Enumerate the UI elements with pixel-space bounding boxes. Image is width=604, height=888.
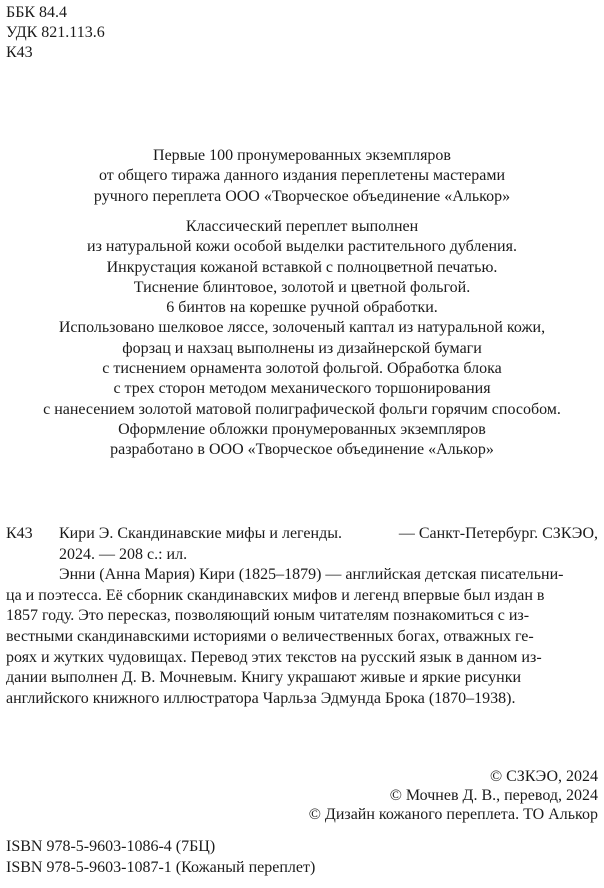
binding-line: Классический переплет выполнен [185, 218, 419, 235]
biblio-code: К43 [6, 525, 33, 542]
annotation-line: Энни (Анна Мария) Кири (1825–1879) — английская детская писательни- [59, 566, 564, 584]
annotation-line: роях и жутких чудовищах. Перевод этих текстов на русский язык в данном из- [6, 648, 542, 666]
binding-line: Использовано шелковое ляссе, золоченый каптал из натуральной кожи, [58, 319, 546, 337]
numbered-edition-line: от общего тиража данного издания переплетены мастерами [98, 167, 506, 185]
binding-line: Тиснение блинтовое, золотой и цветной фольгой. [133, 278, 471, 296]
isbn-line: ISBN 978-5-9603-1086-4 (7БЦ) [6, 838, 216, 855]
binding-line: разработано в ООО «Творческое объединение «Алькор» [110, 441, 494, 459]
binding-line: Оформление обложки пронумерованных экземпляров [118, 420, 486, 438]
annotation-line: английского книжного иллюстратора Чарльза Эдмунда Брока (1870–1938). [6, 689, 516, 707]
copyright-block [309, 767, 598, 824]
binding-line: 6 бинтов на корешке ручной обработки. [166, 299, 438, 317]
numbered-edition-line: ручного переплета ООО «Творческое объединение «Алькор» [93, 187, 511, 205]
annotation-line: дании выполнен Д. В. Мочневым. Книгу украшают живые и яркие рисунки [6, 669, 522, 687]
copyright-line: © СЗКЭО, 2024 [489, 768, 598, 785]
classification-codes [6, 3, 105, 63]
annotation-line: 1857 году. Это пересказ, позволяющий юным читателям познакомиться с из- [6, 607, 530, 625]
biblio-author-title: Кири Э. Скандинавские мифы и легенды. [59, 525, 342, 542]
author-mark: К43 [6, 44, 33, 61]
isbn-block [6, 836, 315, 878]
copyright-line: © Дизайн кожаного переплета. ТО Алькор [308, 806, 598, 823]
numbered-edition-line: Первые 100 пронумерованных экземпляров [153, 147, 451, 164]
numbered-edition-note [0, 146, 604, 207]
biblio-year-pages: 2024. — 208 с.: ил. [59, 545, 188, 563]
binding-line: Инкрустация кожаной вставкой с полноцветной печатью. [106, 258, 498, 276]
copyright-line: © Мочнев Д. В., перевод, 2024 [389, 787, 598, 804]
biblio-publisher: — Санкт-Петербург. СЗКЭО, [398, 525, 598, 542]
isbn-line: ISBN 978-5-9603-1087-1 (Кожаный переплет) [6, 859, 316, 876]
annotation-line: ца и поэтесса. Её сборник скандинавских мифов и легенд впервые был издан в [6, 586, 545, 604]
biblio-heading-line [59, 524, 598, 545]
udk-code: УДК 821.113.6 [6, 24, 105, 41]
binding-line: с трех сторон методом механического торшонирования [113, 380, 491, 398]
binding-line: из натуральной кожи особой выделки растительного дубления. [87, 238, 517, 256]
bbk-code: ББК 84.4 [6, 4, 68, 21]
annotation-line: вестными скандинавскими историями о величественных богах, отважных ге- [6, 627, 534, 645]
binding-line: с тиснением орнамента золотой фольгой. Обработка блока [102, 360, 502, 378]
binding-line: с нанесением золотой матовой полиграфической фольги горячим способом. [43, 400, 561, 418]
biblio-annotation [6, 565, 598, 709]
binding-description [0, 217, 604, 461]
binding-line: форзац и нахзац выполнены из дизайнерской бумаги [122, 339, 482, 357]
bibliographic-record [6, 524, 598, 709]
